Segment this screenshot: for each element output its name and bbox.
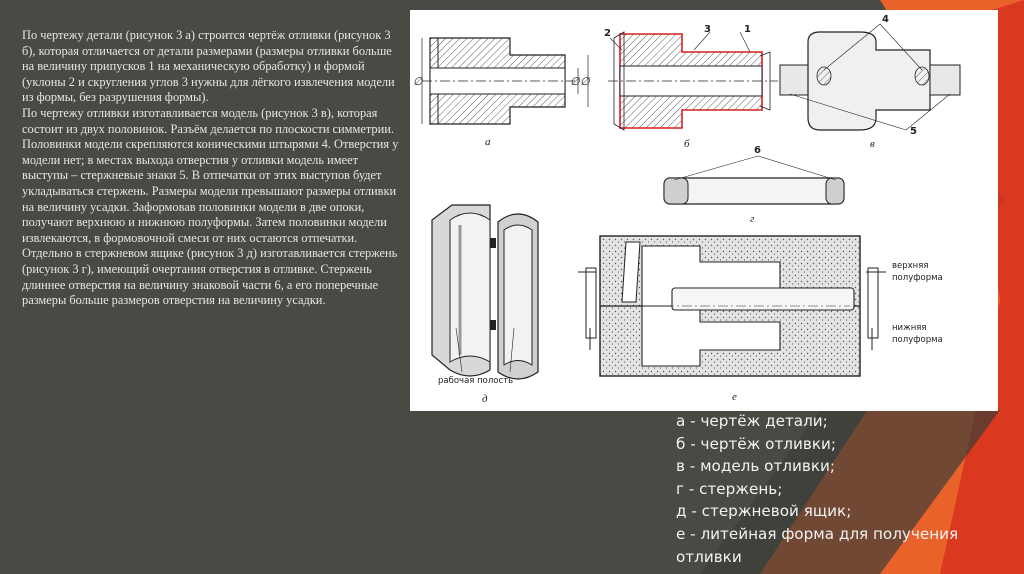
dim-symbol-2: ∅ <box>570 76 580 88</box>
panel-letter-v: в <box>870 138 875 150</box>
figure-drawing <box>410 10 998 411</box>
panel-letter-b: б <box>684 138 690 150</box>
callout-3: 3 <box>704 24 711 35</box>
legend-item-d: д - стержневой ящик; <box>676 502 852 521</box>
lower-mold-label-line1: нижняя <box>892 323 927 333</box>
panel-e-casting-mold <box>578 236 943 403</box>
legend-item-g: г - стержень; <box>676 479 783 498</box>
paragraph-1: По чертежу детали (рисунок 3 а) строится чертёж отливки (рисунок 3 б), которая отличается от детали размерами (размеры отливки больше на величину припусков 1 на механическую обработку) и формой (уклоны 2 и скругления углов 3 нужны для лёгкого извлечения модели из формы, без разрушения формы). <box>22 28 395 105</box>
panel-letter-a: а <box>485 136 491 148</box>
panel-letter-d: д <box>482 393 488 405</box>
figure-legend <box>676 410 1006 568</box>
panel-d-core-box <box>432 205 538 405</box>
panel-letter-g: г <box>750 213 755 225</box>
callout-2: 2 <box>604 28 611 39</box>
legend-item-v: в - модель отливки; <box>676 457 835 476</box>
panel-v-model <box>780 14 960 150</box>
panel-g-core <box>664 145 844 225</box>
legend-item-b: б - чертёж отливки; <box>676 434 836 453</box>
core-box-label: рабочая полость <box>438 376 514 386</box>
callout-5: 5 <box>910 126 917 137</box>
callout-6: 6 <box>754 145 761 156</box>
dim-symbol-1: ∅ <box>413 76 423 88</box>
panel-a-part-drawing <box>413 38 590 148</box>
callout-4: 4 <box>882 14 889 25</box>
upper-mold-label-line2: полуформа <box>892 273 943 283</box>
body-text <box>22 28 402 309</box>
lower-mold-label-line2: полуформа <box>892 335 943 345</box>
paragraph-2: По чертежу отливки изготавливается модель (рисунок 3 в), которая состоит из двух половинок. Разъём делается по плоскости симметрии. Половинки модели скрепляются коническими штырями 4. Отверстия у модели нет; в местах выхода отверстия у отливки модель имеет выступы – стержневые знаки 5. В отпечатки от этих выступов будет укладываться стержень. Размеры модели превышают размеры отливки на величину усадки. Заформовав половинки модели в две опоки, получают верхнюю и нижнюю полуформы. Затем половинки модели извлекаются, в формовочной смеси от них остаются отпечатки. <box>22 105 399 245</box>
figure-3-casting-process <box>410 10 998 411</box>
paragraph-3: Отдельно в стержневом ящике (рисунок 3 д) изготавливается стержень (рисунок 3 г), имеющий очертания отверстия в отливке. Стержень длиннее отверстия на величину знаковой части 6, а его поперечные размеры больше размеров отверстия на величину усадки. <box>22 246 398 308</box>
panel-letter-e: е <box>732 391 737 403</box>
legend-item-a: а - чертёж детали; <box>676 412 828 430</box>
upper-mold-label-line1: верхняя <box>892 261 929 271</box>
callout-1: 1 <box>744 24 751 35</box>
dim-symbol-3: ∅ <box>580 76 590 88</box>
legend-item-e: е - литейная форма для получения отливки <box>676 524 959 566</box>
panel-b-casting-drawing <box>604 24 778 150</box>
